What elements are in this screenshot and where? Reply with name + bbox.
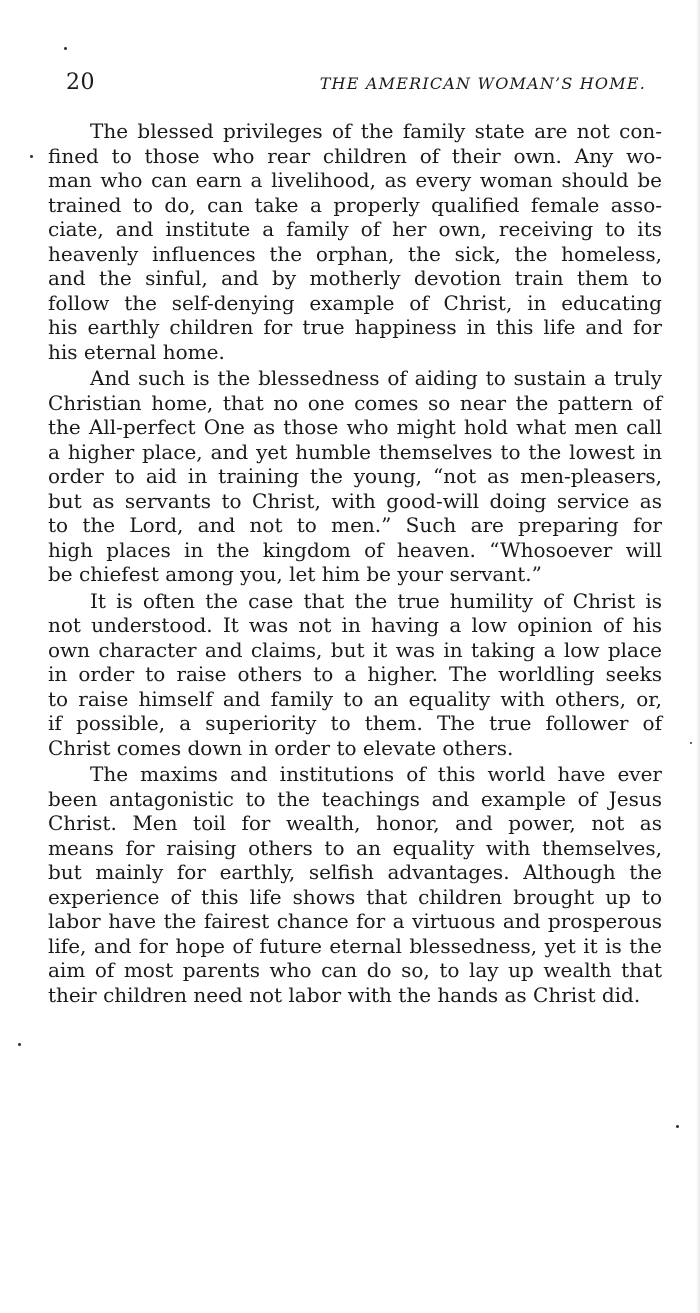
text-line: aim of most parents who can do so, to lay up wealth that bbox=[48, 958, 662, 982]
text-line: The maxims and institutions of this world have ever bbox=[90, 762, 662, 786]
text-line: but mainly for earthly, selfish advantages. Although the bbox=[48, 860, 662, 884]
text-line: to raise himself and family to an equality with others, or, bbox=[48, 686, 662, 711]
paragraph-2 bbox=[48, 366, 662, 587]
text-line: been antagonistic to the teachings and example of Jesus bbox=[48, 786, 662, 811]
text-line: to the Lord, and not to men.” Such are preparing for bbox=[48, 513, 662, 537]
text-line: in order to raise others to a higher. The worldling seeks bbox=[48, 662, 662, 686]
text-line: Christ. Men toil for wealth, honor, and power, not as bbox=[48, 811, 662, 835]
text-line: Christian home, that no one comes so near the pattern of bbox=[48, 390, 662, 415]
text-line: means for raising others to an equality with themselves, bbox=[48, 835, 662, 860]
text-line: high places in the kingdom of heaven. “Whosoever will bbox=[48, 537, 662, 562]
text-line: heavenly influences the orphan, the sick, the homeless, bbox=[48, 241, 662, 266]
ink-speck bbox=[18, 1043, 21, 1046]
paragraph-1 bbox=[48, 119, 662, 364]
text-line: follow the self-denying example of Christ, in educating bbox=[48, 290, 662, 315]
text-line: not understood. It was not in having a low opinion of his bbox=[48, 613, 662, 637]
text-line: own character and claims, but it was in taking a low place bbox=[48, 637, 662, 662]
text-line: but as servants to Christ, with good-will doing service as bbox=[48, 488, 662, 513]
text-line: order to aid in training the young, “not as men-pleasers, bbox=[48, 464, 662, 488]
text-line: fined to those who rear children of their own. Any wo- bbox=[48, 143, 662, 168]
text-line: And such is the blessedness of aiding to sustain a truly bbox=[90, 366, 662, 390]
text-line: The blessed privileges of the family state are not con- bbox=[90, 119, 662, 143]
text-line: their children need not labor with the hands as Christ did. bbox=[48, 982, 641, 1007]
text-line: his eternal home. bbox=[48, 339, 225, 364]
text-line: Christ comes down in order to elevate others. bbox=[48, 735, 514, 760]
body-text bbox=[48, 119, 662, 1009]
paragraph-3 bbox=[48, 589, 662, 761]
text-line: trained to do, can take a properly qualified female asso- bbox=[48, 192, 662, 217]
text-line: and the sinful, and by motherly devotion train them to bbox=[48, 266, 662, 290]
text-line: be chiefest among you, let him be your servant.” bbox=[48, 562, 542, 586]
text-line: It is often the case that the true humility of Christ is bbox=[90, 588, 662, 613]
text-line: a higher place, and yet humble themselves to the lowest in bbox=[48, 439, 662, 464]
text-line: the All-perfect One as those who might hold what men call bbox=[48, 415, 662, 439]
running-title: THE AMERICAN WOMAN’S HOME. bbox=[319, 74, 646, 93]
text-line: his earthly children for true happiness in this life and for bbox=[48, 315, 662, 339]
page-header bbox=[66, 70, 656, 100]
text-line: man who can earn a livelihood, as every woman should be bbox=[48, 168, 662, 192]
ink-speck bbox=[690, 742, 692, 744]
paragraph-4 bbox=[48, 762, 662, 1007]
page-edge bbox=[696, 0, 700, 1313]
ink-speck bbox=[30, 155, 33, 158]
page-number: 20 bbox=[66, 70, 95, 95]
text-line: experience of this life shows that children brought up to bbox=[48, 884, 662, 909]
ink-speck bbox=[64, 47, 67, 50]
text-line: life, and for hope of future eternal blessedness, yet it is the bbox=[48, 933, 662, 958]
text-line: ciate, and institute a family of her own, receiving to its bbox=[48, 217, 662, 241]
text-line: labor have the fairest chance for a virtuous and prosperous bbox=[48, 909, 662, 933]
text-line: if possible, a superiority to them. The true follower of bbox=[48, 711, 662, 735]
ink-speck bbox=[676, 1125, 679, 1128]
